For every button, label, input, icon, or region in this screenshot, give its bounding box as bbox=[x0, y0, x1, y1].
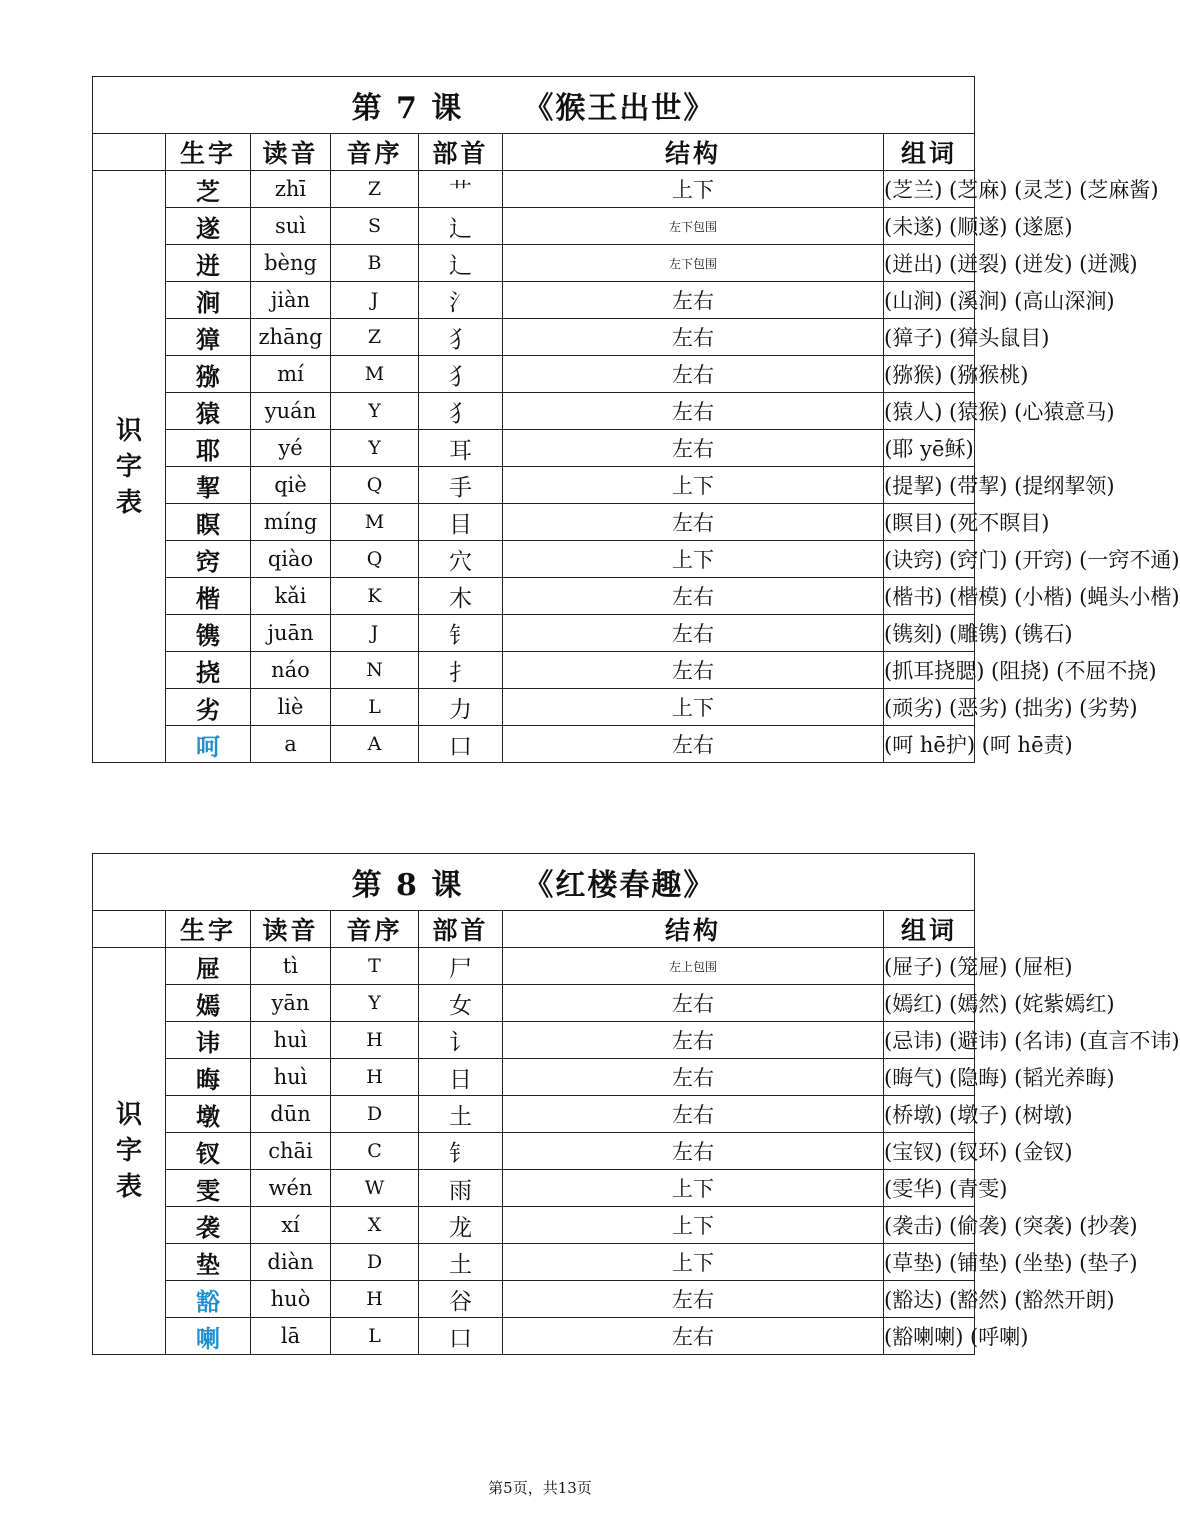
side-label-char: 字 bbox=[115, 451, 142, 482]
cell-char: 遂 bbox=[166, 208, 251, 245]
cell-char: 呵 bbox=[166, 726, 251, 763]
cell-struct: 左下包围 bbox=[503, 245, 884, 282]
lesson-name: 《猴王出世》 bbox=[523, 91, 716, 126]
cell-struct: 上下 bbox=[503, 1244, 884, 1281]
lesson-name: 《红楼春趣》 bbox=[523, 868, 716, 903]
cell-radical: 土 bbox=[419, 1096, 503, 1133]
cell-words: (屉子) (笼屉) (屉柜) bbox=[884, 948, 975, 985]
cell-pinyin: a bbox=[251, 726, 331, 763]
cell-char: 垫 bbox=[166, 1244, 251, 1281]
table-row bbox=[93, 393, 975, 430]
cell-radical: 口 bbox=[419, 726, 503, 763]
cell-char: 耶 bbox=[166, 430, 251, 467]
cell-pinyin: huì bbox=[251, 1059, 331, 1096]
cell-struct: 左右 bbox=[503, 1318, 884, 1355]
cell-words: (猕猴) (猕猴桃) bbox=[884, 356, 975, 393]
cell-radical: 木 bbox=[419, 578, 503, 615]
cell-order: L bbox=[331, 689, 419, 726]
cell-order: Z bbox=[331, 319, 419, 356]
cell-char: 镌 bbox=[166, 615, 251, 652]
cell-struct: 左右 bbox=[503, 985, 884, 1022]
cell-struct: 左上包围 bbox=[503, 948, 884, 985]
cell-words: (抓耳挠腮) (阻挠) (不屈不挠) bbox=[884, 652, 975, 689]
table-row bbox=[93, 1059, 975, 1096]
table-row bbox=[93, 208, 975, 245]
cell-radical: 土 bbox=[419, 1244, 503, 1281]
cell-struct: 左右 bbox=[503, 393, 884, 430]
table-row bbox=[93, 356, 975, 393]
table-row bbox=[93, 1170, 975, 1207]
column-header: 结构 bbox=[503, 911, 884, 948]
cell-pinyin: liè bbox=[251, 689, 331, 726]
cell-order: M bbox=[331, 504, 419, 541]
cell-words: (嫣红) (嫣然) (姹紫嫣红) bbox=[884, 985, 975, 1022]
cell-struct: 上下 bbox=[503, 171, 884, 208]
cell-struct: 左右 bbox=[503, 356, 884, 393]
cell-order: S bbox=[331, 208, 419, 245]
cell-pinyin: wén bbox=[251, 1170, 331, 1207]
cell-struct: 上下 bbox=[503, 1207, 884, 1244]
cell-pinyin: mí bbox=[251, 356, 331, 393]
cell-order: D bbox=[331, 1096, 419, 1133]
cell-words: (袭击) (偷袭) (突袭) (抄袭) bbox=[884, 1207, 975, 1244]
cell-radical: 谷 bbox=[419, 1281, 503, 1318]
side-label-char: 识 bbox=[115, 1100, 142, 1130]
table-row bbox=[93, 1281, 975, 1318]
cell-words: (提挈) (带挈) (提纲挈领) bbox=[884, 467, 975, 504]
cell-pinyin: dūn bbox=[251, 1096, 331, 1133]
cell-radical: 雨 bbox=[419, 1170, 503, 1207]
table-row bbox=[93, 1318, 975, 1355]
cell-words: (桥墩) (墩子) (树墩) bbox=[884, 1096, 975, 1133]
lesson-number: 第 8 课 bbox=[351, 868, 464, 903]
column-header: 生字 bbox=[166, 134, 251, 171]
cell-words: (猿人) (猿猴) (心猿意马) bbox=[884, 393, 975, 430]
cell-words: (豁喇喇) (呼喇) bbox=[884, 1318, 975, 1355]
cell-char: 芝 bbox=[166, 171, 251, 208]
cell-char: 晦 bbox=[166, 1059, 251, 1096]
table-row bbox=[93, 319, 975, 356]
cell-order: D bbox=[331, 1244, 419, 1281]
header-row bbox=[93, 911, 975, 948]
cell-radical: 钅 bbox=[419, 1133, 503, 1170]
cell-words: (楷书) (楷模) (小楷) (蝇头小楷) bbox=[884, 578, 975, 615]
lesson-title bbox=[93, 77, 975, 134]
cell-order: J bbox=[331, 282, 419, 319]
cell-radical: 扌 bbox=[419, 652, 503, 689]
table-row bbox=[93, 245, 975, 282]
cell-struct: 左下包围 bbox=[503, 208, 884, 245]
cell-order: X bbox=[331, 1207, 419, 1244]
lesson-title bbox=[93, 854, 975, 911]
cell-radical: 辶 bbox=[419, 208, 503, 245]
cell-order: A bbox=[331, 726, 419, 763]
cell-order: Q bbox=[331, 467, 419, 504]
cell-words: (草垫) (铺垫) (坐垫) (垫子) bbox=[884, 1244, 975, 1281]
table-row bbox=[93, 541, 975, 578]
table-row bbox=[93, 171, 975, 208]
cell-radical: 女 bbox=[419, 985, 503, 1022]
cell-radical: 尸 bbox=[419, 948, 503, 985]
lesson-7-table bbox=[92, 76, 1180, 763]
cell-radical: 手 bbox=[419, 467, 503, 504]
table-row bbox=[93, 615, 975, 652]
cell-radical: 目 bbox=[419, 504, 503, 541]
cell-radical: 钅 bbox=[419, 615, 503, 652]
cell-struct: 左右 bbox=[503, 578, 884, 615]
cell-struct: 左右 bbox=[503, 1133, 884, 1170]
cell-words: (晦气) (隐晦) (韬光养晦) bbox=[884, 1059, 975, 1096]
cell-words: (獐子) (獐头鼠目) bbox=[884, 319, 975, 356]
cell-radical: 力 bbox=[419, 689, 503, 726]
cell-words: (迸出) (迸裂) (迸发) (迸溅) bbox=[884, 245, 975, 282]
cell-order: T bbox=[331, 948, 419, 985]
cell-char: 墩 bbox=[166, 1096, 251, 1133]
cell-char: 钗 bbox=[166, 1133, 251, 1170]
table-row bbox=[93, 430, 975, 467]
column-header: 部首 bbox=[419, 911, 503, 948]
cell-order: H bbox=[331, 1022, 419, 1059]
cell-pinyin: huò bbox=[251, 1281, 331, 1318]
cell-radical: 穴 bbox=[419, 541, 503, 578]
table-row bbox=[93, 1244, 975, 1281]
cell-pinyin: bèng bbox=[251, 245, 331, 282]
cell-radical: 龙 bbox=[419, 1207, 503, 1244]
cell-struct: 左右 bbox=[503, 504, 884, 541]
side-label-char: 表 bbox=[115, 487, 142, 518]
cell-struct: 上下 bbox=[503, 541, 884, 578]
cell-pinyin: suì bbox=[251, 208, 331, 245]
cell-struct: 左右 bbox=[503, 430, 884, 467]
cell-order: J bbox=[331, 615, 419, 652]
cell-order: W bbox=[331, 1170, 419, 1207]
cell-char: 挠 bbox=[166, 652, 251, 689]
cell-order: M bbox=[331, 356, 419, 393]
cell-char: 獐 bbox=[166, 319, 251, 356]
cell-struct: 左右 bbox=[503, 652, 884, 689]
cell-char: 猿 bbox=[166, 393, 251, 430]
cell-radical: 犭 bbox=[419, 356, 503, 393]
table-row bbox=[93, 504, 975, 541]
cell-struct: 左右 bbox=[503, 1022, 884, 1059]
cell-radical: 口 bbox=[419, 1318, 503, 1355]
cell-char: 楷 bbox=[166, 578, 251, 615]
cell-pinyin: yān bbox=[251, 985, 331, 1022]
cell-radical: 耳 bbox=[419, 430, 503, 467]
header-blank bbox=[93, 911, 166, 948]
cell-order: N bbox=[331, 652, 419, 689]
cell-words: (诀窍) (窍门) (开窍) (一窍不通) bbox=[884, 541, 975, 578]
table-row bbox=[93, 689, 975, 726]
cell-pinyin: qiào bbox=[251, 541, 331, 578]
title-row bbox=[93, 854, 975, 911]
table-row bbox=[93, 282, 975, 319]
cell-radical: 氵 bbox=[419, 282, 503, 319]
cell-pinyin: huì bbox=[251, 1022, 331, 1059]
cell-struct: 左右 bbox=[503, 726, 884, 763]
cell-char: 嫣 bbox=[166, 985, 251, 1022]
cell-struct: 左右 bbox=[503, 1059, 884, 1096]
table-row bbox=[93, 985, 975, 1022]
cell-words: (芝兰) (芝麻) (灵芝) (芝麻酱) bbox=[884, 171, 975, 208]
cell-words: (忌讳) (避讳) (名讳) (直言不讳) bbox=[884, 1022, 975, 1059]
cell-words: (瞑目) (死不瞑目) bbox=[884, 504, 975, 541]
cell-struct: 左右 bbox=[503, 319, 884, 356]
cell-struct: 上下 bbox=[503, 467, 884, 504]
cell-words: (未遂) (顺遂) (遂愿) bbox=[884, 208, 975, 245]
cell-char: 喇 bbox=[166, 1318, 251, 1355]
cell-order: Y bbox=[331, 393, 419, 430]
cell-struct: 左右 bbox=[503, 282, 884, 319]
cell-radical: 讠 bbox=[419, 1022, 503, 1059]
cell-pinyin: tì bbox=[251, 948, 331, 985]
cell-pinyin: zhāng bbox=[251, 319, 331, 356]
cell-pinyin: jiàn bbox=[251, 282, 331, 319]
column-header: 组词 bbox=[884, 134, 975, 171]
cell-words: (呵 hē护) (呵 hē责) bbox=[884, 726, 975, 763]
cell-char: 挈 bbox=[166, 467, 251, 504]
column-header: 读音 bbox=[251, 911, 331, 948]
cell-pinyin: chāi bbox=[251, 1133, 331, 1170]
cell-char: 窍 bbox=[166, 541, 251, 578]
table-row bbox=[93, 467, 975, 504]
table-row bbox=[93, 948, 975, 985]
table-row bbox=[93, 726, 975, 763]
cell-pinyin: diàn bbox=[251, 1244, 331, 1281]
cell-pinyin: qiè bbox=[251, 467, 331, 504]
cell-char: 豁 bbox=[166, 1281, 251, 1318]
side-label-char: 字 bbox=[115, 1136, 142, 1166]
cell-radical: 犭 bbox=[419, 393, 503, 430]
lesson-number: 第 7 课 bbox=[351, 91, 464, 126]
column-header: 部首 bbox=[419, 134, 503, 171]
table-row bbox=[93, 1133, 975, 1170]
column-header: 生字 bbox=[166, 911, 251, 948]
table-row bbox=[93, 578, 975, 615]
cell-char: 迸 bbox=[166, 245, 251, 282]
cell-radical: 日 bbox=[419, 1059, 503, 1096]
cell-pinyin: náo bbox=[251, 652, 331, 689]
cell-struct: 左右 bbox=[503, 615, 884, 652]
cell-order: H bbox=[331, 1059, 419, 1096]
cell-char: 涧 bbox=[166, 282, 251, 319]
cell-radical: 辶 bbox=[419, 245, 503, 282]
cell-order: K bbox=[331, 578, 419, 615]
side-label bbox=[93, 171, 166, 763]
cell-order: Q bbox=[331, 541, 419, 578]
cell-pinyin: zhī bbox=[251, 171, 331, 208]
header-blank bbox=[93, 134, 166, 171]
cell-struct: 上下 bbox=[503, 1170, 884, 1207]
column-header: 音序 bbox=[331, 911, 419, 948]
cell-char: 瞑 bbox=[166, 504, 251, 541]
column-header: 组词 bbox=[884, 911, 975, 948]
cell-struct: 左右 bbox=[503, 1096, 884, 1133]
cell-pinyin: yé bbox=[251, 430, 331, 467]
cell-pinyin: lā bbox=[251, 1318, 331, 1355]
cell-words: (耶 yē稣) bbox=[884, 430, 975, 467]
cell-pinyin: míng bbox=[251, 504, 331, 541]
cell-radical: 艹 bbox=[419, 171, 503, 208]
table-row bbox=[93, 652, 975, 689]
cell-pinyin: kǎi bbox=[251, 578, 331, 615]
cell-order: H bbox=[331, 1281, 419, 1318]
cell-struct: 上下 bbox=[503, 689, 884, 726]
table-row bbox=[93, 1207, 975, 1244]
cell-words: (镌刻) (雕镌) (镌石) bbox=[884, 615, 975, 652]
cell-words: (豁达) (豁然) (豁然开朗) bbox=[884, 1281, 975, 1318]
side-label-char: 表 bbox=[115, 1172, 142, 1202]
cell-pinyin: yuán bbox=[251, 393, 331, 430]
cell-order: L bbox=[331, 1318, 419, 1355]
title-row bbox=[93, 77, 975, 134]
cell-order: Y bbox=[331, 430, 419, 467]
cell-char: 劣 bbox=[166, 689, 251, 726]
column-header: 结构 bbox=[503, 134, 884, 171]
cell-struct: 左右 bbox=[503, 1281, 884, 1318]
cell-pinyin: juān bbox=[251, 615, 331, 652]
table-row bbox=[93, 1022, 975, 1059]
cell-char: 雯 bbox=[166, 1170, 251, 1207]
cell-order: C bbox=[331, 1133, 419, 1170]
table-row bbox=[93, 1096, 975, 1133]
lesson-8-table bbox=[92, 853, 1180, 1355]
cell-words: (山涧) (溪涧) (高山深涧) bbox=[884, 282, 975, 319]
cell-order: B bbox=[331, 245, 419, 282]
cell-words: (宝钗) (钗环) (金钗) bbox=[884, 1133, 975, 1170]
cell-char: 猕 bbox=[166, 356, 251, 393]
page-footer: 第5页，共13页 bbox=[488, 1479, 592, 1497]
column-header: 音序 bbox=[331, 134, 419, 171]
cell-order: Z bbox=[331, 171, 419, 208]
cell-char: 屉 bbox=[166, 948, 251, 985]
cell-order: Y bbox=[331, 985, 419, 1022]
cell-pinyin: xí bbox=[251, 1207, 331, 1244]
header-row bbox=[93, 134, 975, 171]
cell-words: (顽劣) (恶劣) (拙劣) (劣势) bbox=[884, 689, 975, 726]
side-label-char: 识 bbox=[115, 415, 142, 446]
column-header: 读音 bbox=[251, 134, 331, 171]
cell-radical: 犭 bbox=[419, 319, 503, 356]
side-label bbox=[93, 948, 166, 1355]
cell-char: 讳 bbox=[166, 1022, 251, 1059]
cell-words: (雯华) (青雯) bbox=[884, 1170, 975, 1207]
cell-char: 袭 bbox=[166, 1207, 251, 1244]
